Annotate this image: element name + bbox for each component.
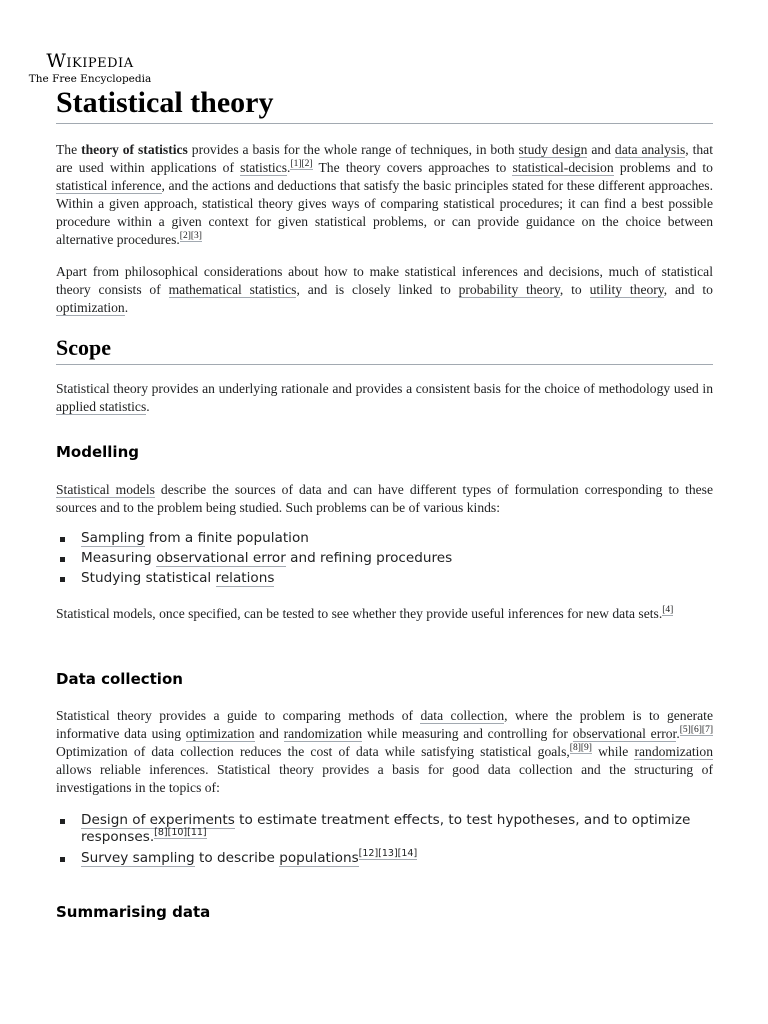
page-title: Statistical theory (56, 84, 713, 124)
list-item (56, 530, 713, 547)
link-statistical-inference[interactable]: statistical inference (56, 178, 162, 193)
bullet (60, 557, 65, 562)
citation-1-2[interactable]: [1][2] (290, 159, 313, 169)
wikipedia-logo[interactable] (20, 50, 160, 85)
citation-8-9[interactable]: [8][9] (569, 743, 592, 753)
logo-tagline: The Free Encyclopedia (28, 73, 152, 85)
bullet (60, 537, 65, 542)
modelling-body-2 (56, 605, 713, 623)
text: Apart from philosophical considerations about how to make statistical inferences and decisions, much of statistical theory consists of (56, 264, 713, 297)
link-data-collection[interactable]: data collection (420, 708, 505, 723)
link-applied-statistics[interactable]: applied statistics (56, 399, 147, 414)
text: to estimate treatment effects, to test hypotheses, and to optimize responses. (81, 812, 691, 845)
modelling-list (56, 530, 713, 587)
text: while (591, 744, 635, 759)
modelling-paragraph-2 (56, 605, 713, 623)
section-heading-data-collection: Data collection (56, 670, 183, 688)
link-observational-error[interactable]: observational error (156, 550, 286, 566)
intro-paragraph-1 (56, 141, 713, 249)
text: allows reliable inferences. Statistical theory provides a basis for good data collection and the structuring of investigations in the topics of: (56, 762, 713, 795)
text: describe the sources of data and can have different types of formulation corresponding to these sources and to the problem being studied. Such problems can be of various kinds: (56, 482, 713, 515)
link-statistical-decision[interactable]: statistical-decision (512, 160, 614, 175)
text: from a finite population (144, 530, 309, 546)
link-study-design[interactable]: study design (518, 142, 588, 157)
modelling-paragraph-1 (56, 481, 713, 517)
citation-12-13-14[interactable]: [12][13][14] (358, 848, 418, 859)
section-heading-summarising-data: Summarising data (56, 903, 211, 921)
section-heading-modelling: Modelling (56, 443, 139, 461)
link-populations[interactable]: populations (279, 850, 359, 866)
logo-wordmark: Wikipedia (46, 50, 134, 72)
bullet (60, 577, 65, 582)
text: and (587, 142, 615, 157)
data-collection-paragraph (56, 707, 713, 797)
text: , that are used within applications of (56, 142, 713, 175)
citation-5-6-7[interactable]: [5][6][7] (679, 725, 713, 735)
link-design-of-experiments[interactable]: Design of experiments (81, 812, 235, 828)
link-data-analysis[interactable]: data analysis (614, 142, 686, 157)
list-item (56, 812, 713, 846)
text: Statistical theory provides a guide to comparing methods of (56, 708, 421, 723)
data-collection-section (56, 669, 713, 689)
scope-body (56, 380, 713, 416)
data-collection-body (56, 707, 713, 797)
text: . (287, 160, 291, 175)
text: to describe (194, 850, 280, 866)
bold-term: theory of statistics (81, 142, 188, 157)
modelling-body (56, 481, 713, 517)
link-optimization[interactable]: optimization (56, 300, 125, 315)
scope-paragraph (56, 380, 713, 416)
text: The (56, 142, 82, 157)
link-survey-sampling[interactable]: Survey sampling (81, 850, 195, 866)
list-item (56, 550, 713, 567)
citation-2-3[interactable]: [2][3] (179, 231, 202, 241)
link-sampling[interactable]: Sampling (81, 530, 145, 546)
text: , and the actions and deductions that satisfy the basic principles stated for these different approaches. Within a given approach, statistical theory gives ways of comparing statistical procedures; it can find a best possible procedure within a given context for given statistical problems, or can provide guidance on the choice between alternative procedures. (56, 178, 713, 247)
text: , where the problem is to generate informative data using (56, 708, 713, 741)
summarising-section (56, 902, 713, 922)
link-randomization-2[interactable]: randomization (634, 744, 714, 759)
text: and (254, 726, 284, 741)
text: Statistical theory provides an underlying rationale and provides a consistent basis for the choice of methodology used in (56, 381, 713, 396)
list-item (56, 570, 713, 587)
link-mathematical-statistics[interactable]: mathematical statistics (168, 282, 297, 297)
text: . (124, 300, 129, 315)
text: Optimization of data collection reduces the cost of data while satisfying statistical goals, (56, 744, 570, 759)
link-statistical-models[interactable]: Statistical models (56, 482, 155, 497)
text: problems and to (613, 160, 713, 175)
text: Statistical models, once specified, can be tested to see whether they provide useful inferences for new data sets. (56, 606, 663, 621)
text: . (146, 399, 150, 414)
section-heading-scope: Scope (56, 334, 713, 365)
text: , and is closely linked to (296, 282, 459, 297)
scope-section (56, 334, 713, 365)
link-utility-theory[interactable]: utility theory (589, 282, 664, 297)
link-statistics[interactable]: statistics (240, 160, 287, 175)
link-randomization[interactable]: randomization (283, 726, 363, 741)
text: Measuring (81, 550, 157, 566)
intro-section-2 (56, 263, 713, 317)
citation-4[interactable]: [4] (662, 605, 674, 615)
text: , and to (663, 282, 713, 297)
intro-paragraph-2 (56, 263, 713, 317)
intro-section (56, 141, 713, 249)
text: , to (559, 282, 590, 297)
bullet (60, 819, 65, 824)
text: The theory covers approaches to (312, 160, 513, 175)
bullet (60, 857, 65, 862)
modelling-section (56, 442, 713, 462)
text: and refining procedures (285, 550, 453, 566)
list-item (56, 850, 713, 867)
link-relations[interactable]: relations (215, 570, 275, 586)
citation-8-10-11[interactable]: [8][10][11] (154, 827, 207, 838)
text: provides a basis for the whole range of techniques, in both (187, 142, 519, 157)
data-collection-list (56, 812, 713, 867)
link-observational-error-2[interactable]: observational error (572, 726, 677, 741)
text: while measuring and controlling for (362, 726, 573, 741)
text: . (676, 726, 680, 741)
text: Studying statistical (81, 570, 216, 586)
link-optimization-2[interactable]: optimization (185, 726, 255, 741)
link-probability-theory[interactable]: probability theory (458, 282, 560, 297)
